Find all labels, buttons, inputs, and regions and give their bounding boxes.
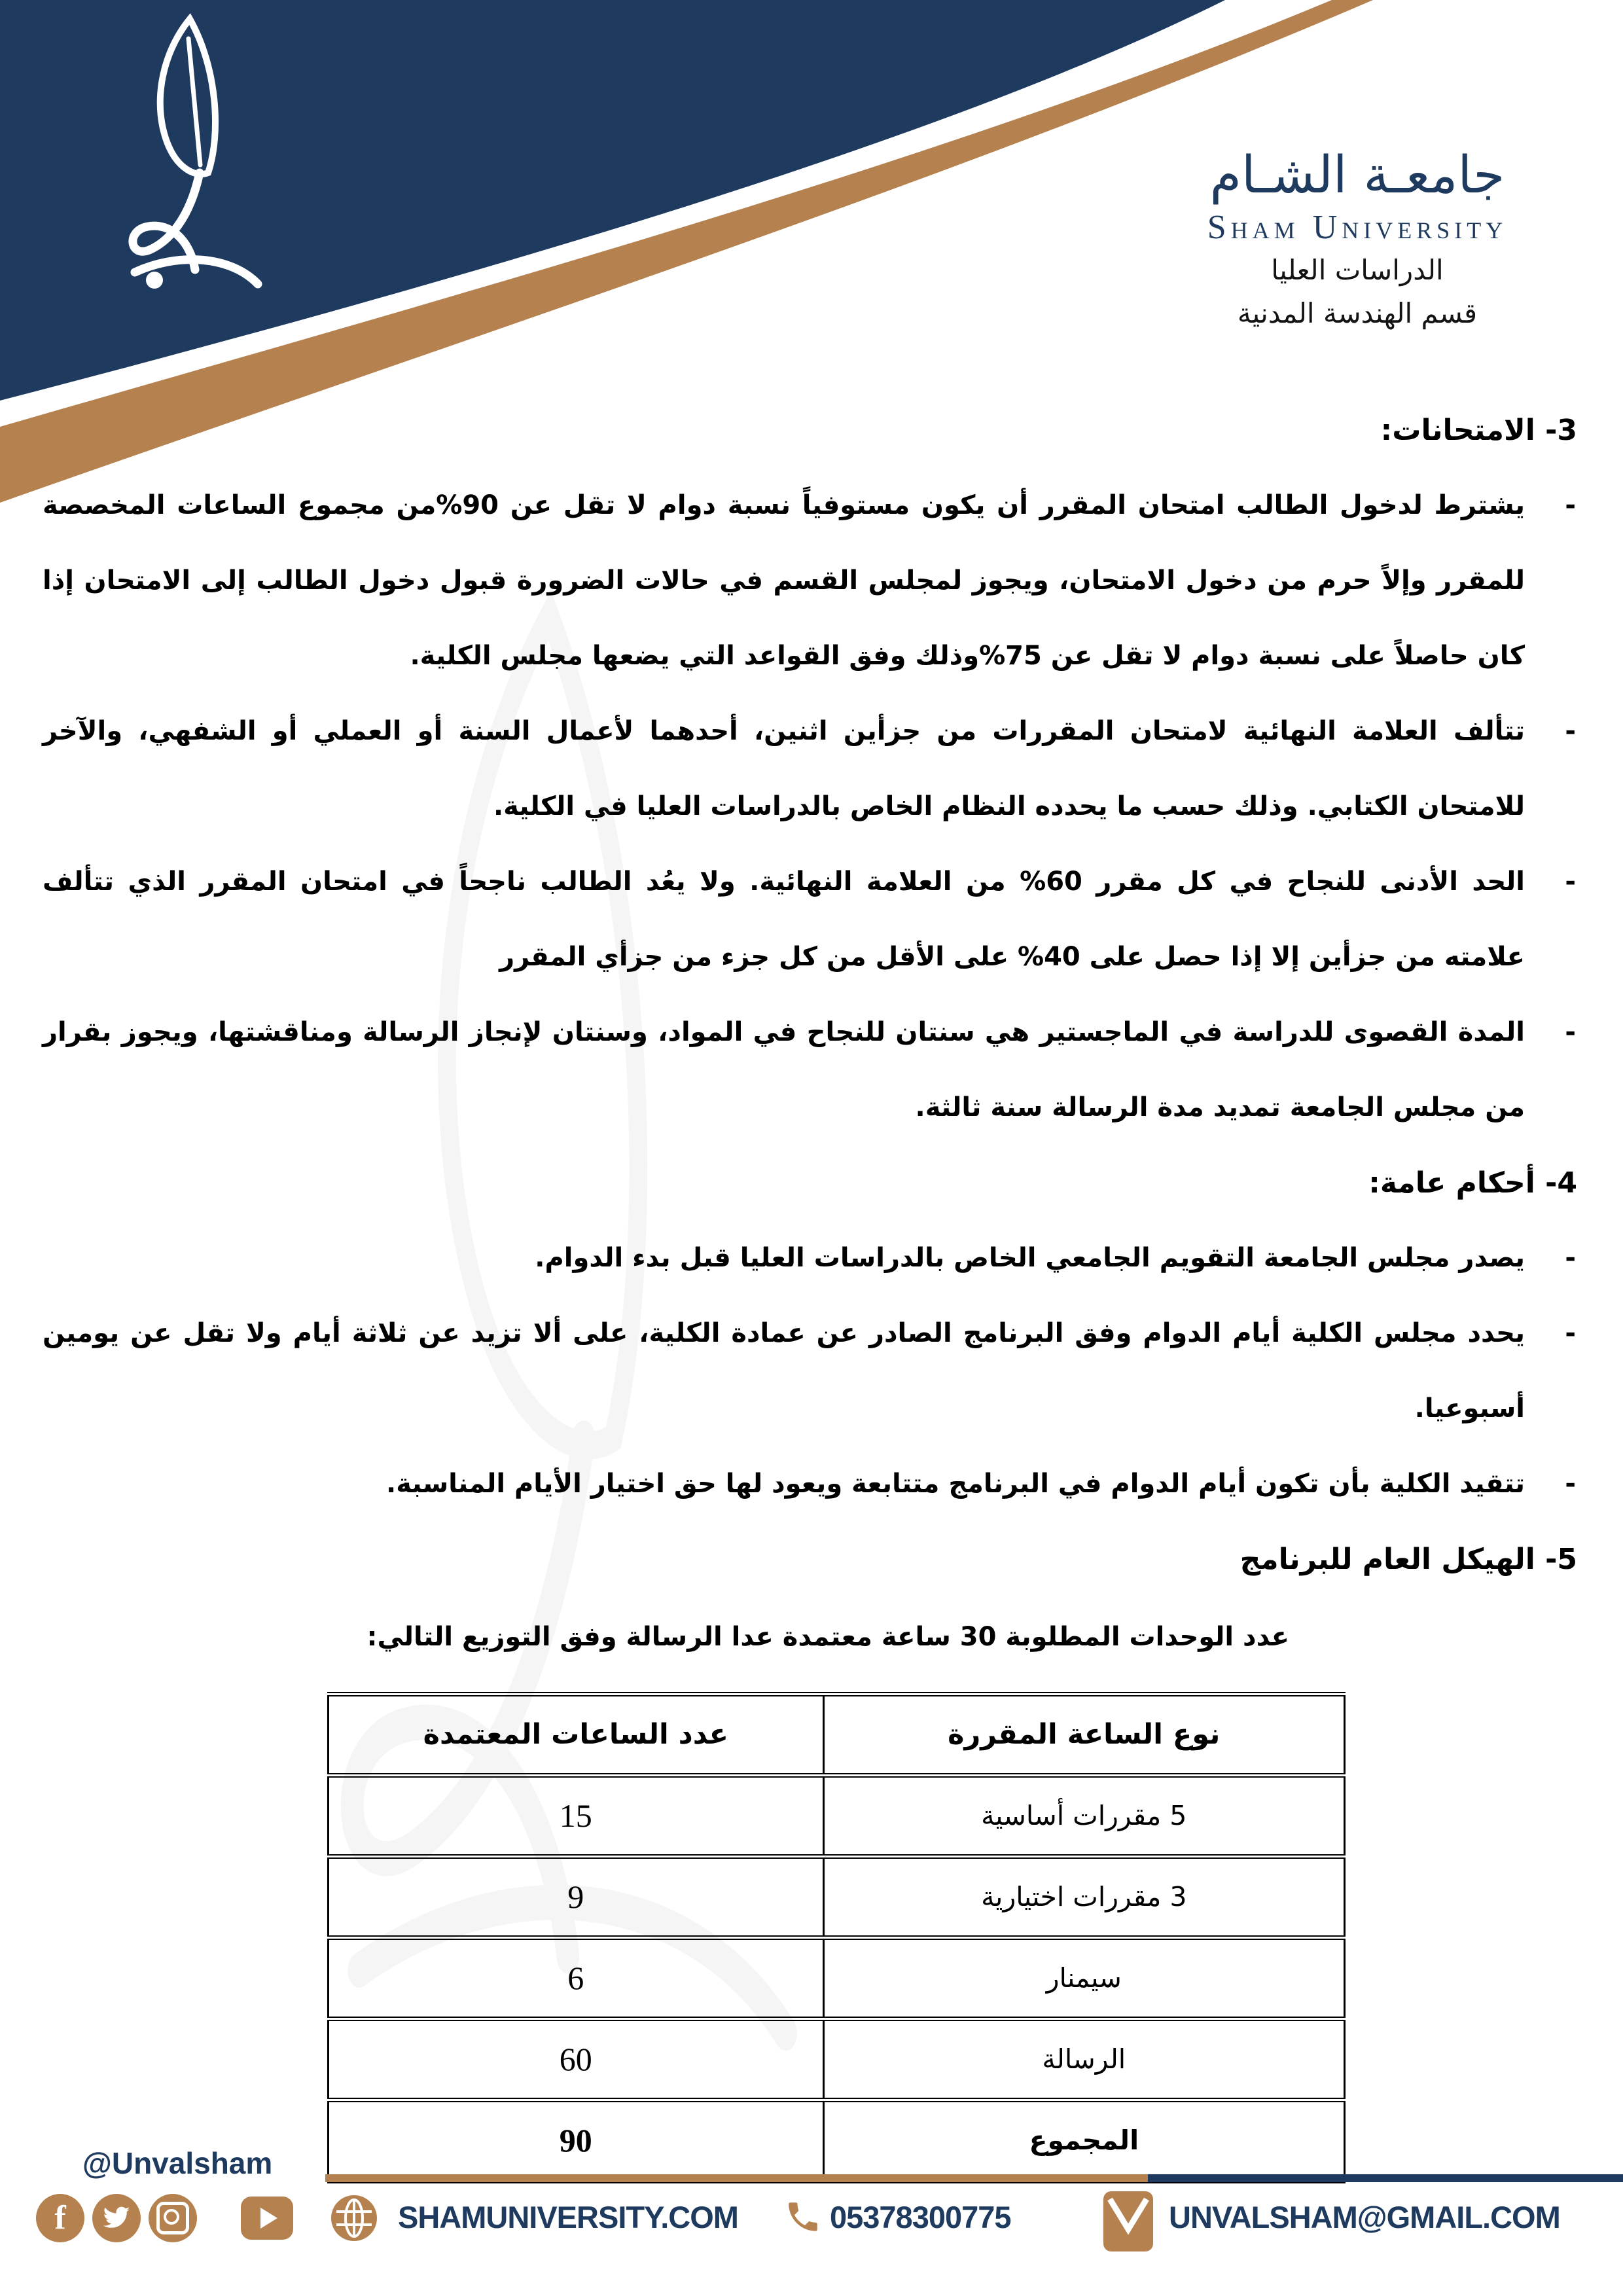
bullet-text: الحد الأدنى للنجاح في كل مقرر 60% من العلامة النهائية. ولا يعُد الطالب ناجحاً في امتحان المقرر الذي تتألف علامته من جزأين إلا إذا حصل على 40% على الأقل من كل جزء من جزأي المقرر [43, 867, 1525, 972]
youtube-icon[interactable] [241, 2197, 293, 2240]
bullet-item [43, 1221, 1577, 1296]
social-handle: @Unvalsham [82, 2146, 273, 2180]
cell-hour-type: سيمنار [823, 1938, 1344, 2019]
bullet-dash: - [1565, 1318, 1576, 1348]
cell-credit-count: 6 [329, 1938, 824, 2019]
bullet-text: يصدر مجلس الجامعة التقويم الجامعي الخاص بالدراسات العليا قبل بدء الدوام. [535, 1243, 1525, 1273]
cell-hour-type: المجموع [823, 2100, 1344, 2181]
graduate-studies-label: الدراسات العليا [1271, 253, 1444, 286]
university-title-block [1148, 145, 1567, 334]
cell-credit-count: 60 [329, 2019, 824, 2100]
bullet-item [43, 1296, 1577, 1446]
cell-credit-count: 90 [329, 2100, 824, 2181]
table-row [329, 1857, 1345, 1938]
table-header-row [329, 1695, 1345, 1776]
bullet-text: يشترط لدخول الطالب امتحان المقرر أن يكون مستوفياً نسبة دوام لا تقل عن 90%من مجموع الساعات المخصصة للمقرر وإلاً حرم من دخول الامتحان، ويجوز لمجلس القسم في حالات الضرورة قبول دخول الطالب إلى الامتحان إذا كان حاصلاً على نسبة دوام لا تقل عن 75%وذلك وفق القواعد التي يضعها مجلس الكلية. [43, 490, 1525, 671]
section-4-heading: 4- أحكام عامة: [1368, 1166, 1577, 1200]
bullet-dash: - [1565, 867, 1576, 897]
phone-icon [784, 2198, 822, 2236]
table-row [329, 2100, 1345, 2181]
bullet-text: يحدد مجلس الكلية أيام الدوام وفق البرنامج الصادر عن عمادة الكلية، على ألا تزيد عن ثلاثة أيام ولا تقل عن يومين أسبوعيا. [43, 1318, 1525, 1424]
globe-icon[interactable] [331, 2195, 377, 2241]
bullet-text: تتقيد الكلية بأن تكون أيام الدوام في البرنامج متتابعة ويعود لها حق اختيار الأيام المناسبة. [386, 1469, 1525, 1499]
cell-hour-type: 3 مقررات اختيارية [823, 1857, 1344, 1938]
bullet-dash: - [1565, 1243, 1576, 1273]
twitter-icon[interactable] [92, 2194, 141, 2242]
cell-hour-type: الرسالة [823, 2019, 1344, 2100]
column-header-hour-type: نوع الساعة المقررة [823, 1695, 1344, 1776]
bullet-item [43, 694, 1577, 844]
department-label: قسم الهندسة المدنية [1237, 297, 1478, 330]
bullet-dash: - [1565, 1017, 1576, 1047]
table-intro-line: عدد الوحدات المطلوبة 30 ساعة معتمدة عدا الرسالة وفق التوزيع التالي: [366, 1622, 1289, 1652]
university-name-english: Sham University [1207, 208, 1508, 246]
document-body [43, 393, 1577, 2183]
bullet-item [43, 468, 1577, 694]
bullet-dash: - [1565, 1469, 1576, 1499]
bullet-item [43, 1446, 1577, 1522]
column-header-credit-count: عدد الساعات المعتمدة [329, 1695, 824, 1776]
cell-hour-type: 5 مقررات أساسية [823, 1776, 1344, 1857]
section-5 [43, 1522, 1577, 1597]
envelope-icon[interactable] [1103, 2191, 1153, 2251]
section-4 [43, 1145, 1577, 1522]
table-row [329, 1776, 1345, 1857]
cell-credit-count: 9 [329, 1857, 824, 1938]
section-3-bullets [43, 468, 1577, 1145]
bullet-item [43, 995, 1577, 1145]
footer-divider-line [325, 2174, 1623, 2182]
instagram-icon[interactable] [149, 2194, 197, 2242]
bullet-dash: - [1565, 490, 1576, 520]
section-4-bullets [43, 1221, 1577, 1522]
university-name-arabic: جامعـة الشـام [1209, 146, 1505, 205]
university-logo [92, 9, 288, 291]
bullet-text: المدة القصوى للدراسة في الماجستير هي سنتان للنجاح في المواد، وسنتان لإنجاز الرسالة ومناقشتها، ويجوز بقرار من مجلس الجامعة تمديد مدة الرسالة سنة ثالثة. [43, 1017, 1525, 1122]
phone-number[interactable]: 05378300775 [830, 2200, 1011, 2234]
section-3 [43, 393, 1577, 1145]
section-5-heading: 5- الهيكل العام للبرنامج [1240, 1543, 1577, 1576]
website-link[interactable]: SHAMUNIVERSITY.COM [398, 2200, 738, 2234]
credit-hours-table [327, 1692, 1346, 2183]
cell-credit-count: 15 [329, 1776, 824, 1857]
table-row [329, 2019, 1345, 2100]
section-3-heading: 3- الامتحانات: [1380, 414, 1577, 447]
bullet-text: تتألف العلامة النهائية لامتحان المقررات من جزأين اثنين، أحدهما لأعمال السنة أو العملي أو الشفهي، والآخر للامتحان الكتابي. وذلك حسب ما يحدده النظام الخاص بالدراسات العليا في الكلية. [43, 716, 1525, 821]
table-row [329, 1938, 1345, 2019]
bullet-dash: - [1565, 716, 1576, 746]
email-address[interactable]: UNVALSHAM@GMAIL.COM [1169, 2200, 1560, 2234]
bullet-item [43, 844, 1577, 995]
facebook-icon[interactable]: f [36, 2194, 84, 2242]
